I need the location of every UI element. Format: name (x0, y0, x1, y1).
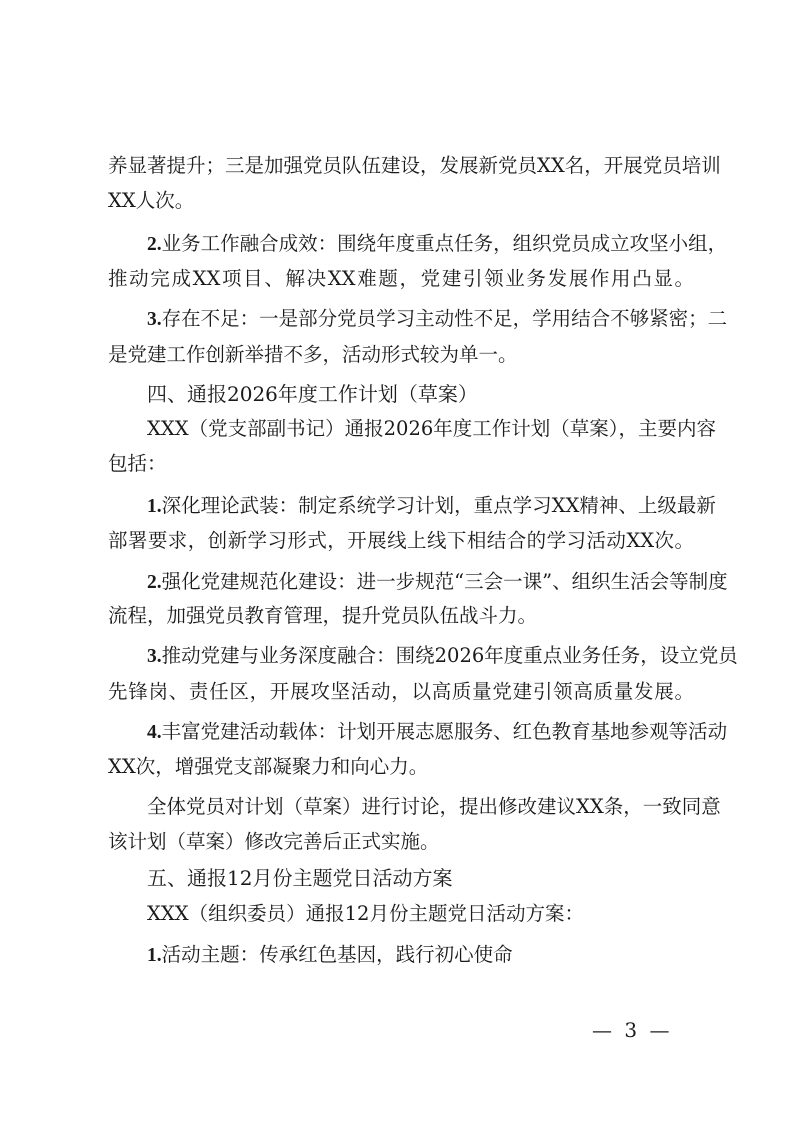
list-item (147, 719, 728, 746)
item-number: 1. (147, 496, 162, 517)
item-text: 深化理论武装：制定系统学习计划，重点学习XX精神、上级最新 (161, 494, 716, 517)
paragraph-line: 推动完成XX项目、解决XX难题，党建引领业务发展作用凸显。 (108, 267, 694, 290)
paragraph-line: 流程，加强党员教育管理，提升党员队伍战斗力。 (108, 604, 538, 627)
item-text: 业务工作融合成效：围绕年度重点任务，组织党员成立攻坚小组， (161, 232, 728, 255)
item-text: 活动主题：传承红色基因，践行初心使命 (161, 943, 513, 966)
item-number: 3. (147, 646, 162, 667)
item-number: 2. (147, 572, 162, 593)
item-number: 1. (147, 945, 162, 966)
paragraph-line: 部署要求，创新学习形式，开展线上线下相结合的学习活动XX次。 (108, 529, 694, 552)
paragraph-line: XXX（党支部副书记）通报2026年度工作计划（草案），主要内容 (147, 417, 717, 440)
list-item (147, 569, 728, 596)
item-number: 3. (147, 309, 162, 330)
paragraph-line: 是党建工作创新举措不多，活动形式较为单一。 (108, 343, 518, 366)
item-number: 4. (147, 722, 162, 743)
list-item (147, 493, 716, 520)
paragraph-line: 养显著提升；三是加强党员队伍建设，发展新党员XX名，开展党员培训 (108, 154, 721, 177)
list-item (147, 231, 728, 258)
paragraph-line: XX次，增强党支部凝聚力和向心力。 (108, 755, 429, 778)
paragraph-line: 全体党员对计划（草案）进行讨论，提出修改建议XX条，一致同意 (147, 795, 721, 818)
paragraph-line: XX人次。 (108, 189, 195, 212)
paragraph-line: 先锋岗、责任区，开展攻坚活动，以高质量党建引领高质量发展。 (108, 680, 694, 703)
item-text: 强化党建规范化建设：进一步规范“三会一课”、组织生活会等制度 (161, 570, 728, 593)
list-item (147, 942, 694, 969)
paragraph-line: XXX（组织委员）通报12月份主题党日活动方案： (147, 902, 584, 925)
list-item (147, 643, 738, 670)
page-number: — 3 — (592, 1018, 673, 1042)
item-number: 2. (147, 234, 162, 255)
item-text: 丰富党建活动载体：计划开展志愿服务、红色教育基地参观等活动 (161, 720, 728, 743)
list-item (147, 306, 728, 333)
item-text: 推动党建与业务深度融合：围绕2026年度重点业务任务，设立党员 (161, 644, 738, 667)
paragraph-line: 包括： (108, 452, 167, 475)
section-heading: 四、通报2026年度工作计划（草案） (147, 382, 478, 406)
paragraph-line: 该计划（草案）修改完善后正式实施。 (108, 830, 440, 853)
item-text: 存在不足：一是部分党员学习主动性不足，学用结合不够紧密；二 (161, 307, 728, 330)
section-heading: 五、通报12月份主题党日活动方案 (147, 866, 453, 890)
